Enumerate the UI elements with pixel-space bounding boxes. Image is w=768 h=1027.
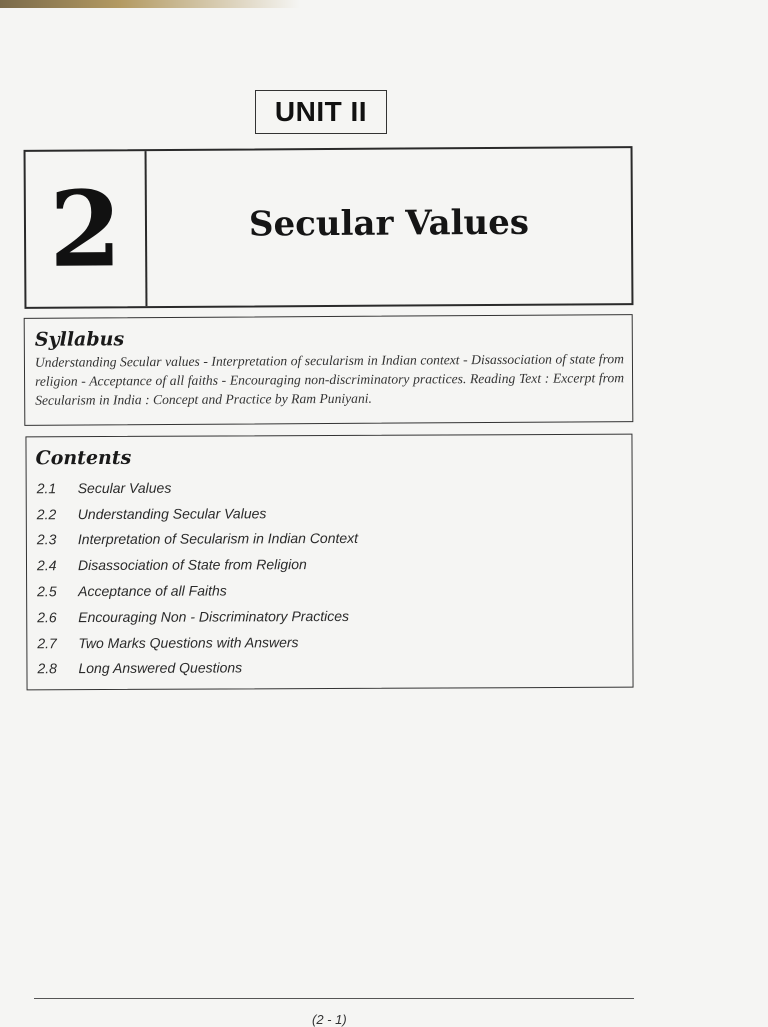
contents-item-title: Encouraging Non - Discriminatory Practices xyxy=(78,607,350,625)
unit-label: UNIT II xyxy=(255,90,387,134)
contents-item-number: 2.5 xyxy=(37,583,57,600)
page-number: (2 - 1) xyxy=(312,1012,347,1027)
syllabus-text: Understanding Secular values - Interpretation of secularism in Indian context - Disassociation of state from religion - Acceptance of all faiths - Encouraging non-discriminatory practices. Reading Text : Excerpt from Secularism in India : Concept and Practice by Ram Puniyani. xyxy=(34,351,625,408)
chapter-number-cell xyxy=(26,151,148,307)
contents-item xyxy=(36,550,622,578)
contents-item-title: Interpretation of Secularism in Indian Context xyxy=(77,530,359,548)
contents-item xyxy=(36,653,622,681)
chapter-number: 2 xyxy=(48,166,123,291)
contents-item-number: 2.4 xyxy=(36,557,57,574)
contents-item-title: Secular Values xyxy=(77,479,172,496)
contents-item-number: 2.6 xyxy=(37,609,57,626)
contents-item-title: Understanding Secular Values xyxy=(77,504,267,522)
contents-item xyxy=(36,524,622,552)
chapter-header xyxy=(24,146,634,309)
contents-item-title: Disassociation of State from Religion xyxy=(77,556,307,574)
contents-heading: Contents xyxy=(35,446,132,470)
contents-list xyxy=(36,473,623,682)
footer-divider xyxy=(34,998,634,999)
contents-item-number: 2.8 xyxy=(37,660,57,677)
contents-section xyxy=(25,434,633,691)
chapter-title: Secular Values xyxy=(248,202,530,244)
contents-item-number: 2.2 xyxy=(36,505,57,522)
contents-item xyxy=(36,576,622,604)
contents-item-number: 2.3 xyxy=(36,531,57,548)
contents-item-number: 2.7 xyxy=(37,634,57,651)
contents-item-number: 2.1 xyxy=(36,480,57,497)
contents-item-title: Two Marks Questions with Answers xyxy=(78,633,299,651)
contents-item-title: Acceptance of all Faiths xyxy=(78,582,227,600)
contents-item-title: Long Answered Questions xyxy=(78,659,243,677)
contents-item xyxy=(36,499,622,527)
contents-item xyxy=(36,628,622,656)
syllabus-heading: Syllabus xyxy=(34,328,125,351)
syllabus-section xyxy=(24,314,634,426)
chapter-title-cell xyxy=(147,148,632,306)
contents-item xyxy=(36,602,622,630)
contents-item xyxy=(36,473,622,501)
page-edge-shadow xyxy=(0,0,300,8)
